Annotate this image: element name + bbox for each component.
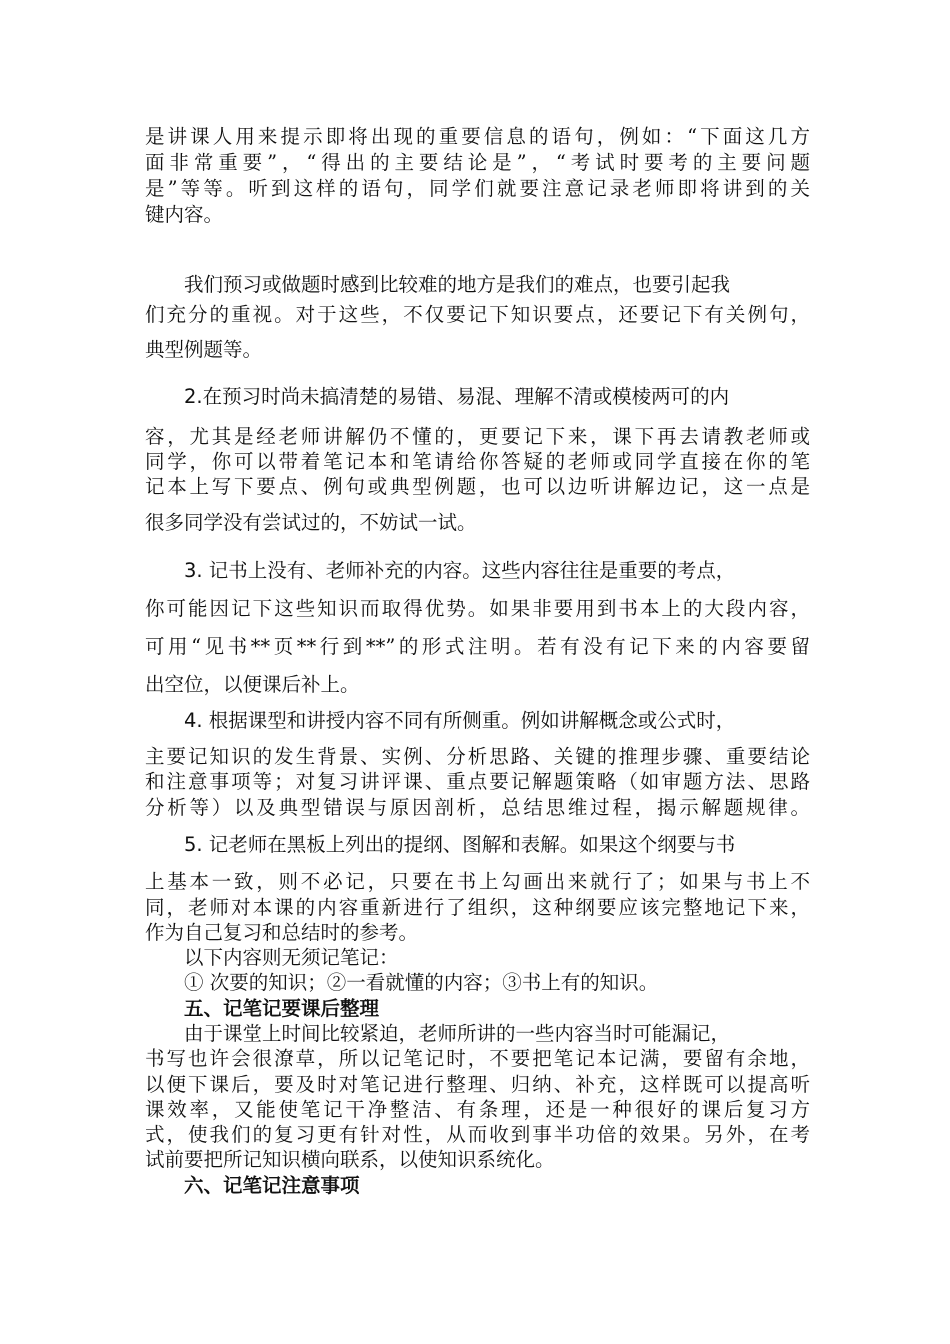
- item-2-first-line: [184, 384, 810, 410]
- item-5-line-3: 同，老师对本课的内容重新进行了组织，这种纲要应该完整地记下来，: [145, 896, 810, 919]
- no-notes-list: ① 次要的知识；②一看就懂的内容；③书上有的知识。: [184, 971, 659, 994]
- item-4-number: 4.: [184, 709, 203, 732]
- item-4-line-4: 分析等）以及典型错误与原因剖析，总结思维过程，揭示解题规律。: [145, 796, 810, 819]
- section-5-heading: 五、记笔记要课后整理: [184, 997, 380, 1020]
- difficult-line-3: 典型例题等。: [145, 338, 263, 361]
- item-3-line-2: 你可能因记下这些知识而取得优势。如果非要用到书本上的大段内容，: [145, 597, 810, 620]
- item-5-first-line: [184, 832, 810, 858]
- section-5-line-5: 式，使我们的复习更有针对性，从而收到事半功倍的效果。另外，在考: [145, 1123, 810, 1146]
- item-2-number: 2.: [184, 385, 203, 408]
- intro-line-3: 是”等等。听到这样的语句，同学们就要注意记录老师即将讲到的关: [145, 177, 810, 200]
- section-5-line-3: 以便下课后，要及时对笔记进行整理、归纳、补充，这样既可以提高听: [145, 1073, 810, 1096]
- item-3-first-line: [184, 558, 810, 584]
- item-3-number: 3.: [184, 559, 203, 582]
- difficult-line-1: 我们预习或做题时感到比较难的地方是我们的难点，也要引起我: [184, 273, 731, 296]
- no-notes-intro: 以下内容则无须记笔记：: [184, 946, 399, 969]
- section-5-line-4: 课效率，又能使笔记干净整洁、有条理，还是一种很好的课后复习方: [145, 1098, 810, 1121]
- item-5-line-1: 记老师在黑板上列出的提纲、图解和表解。如果这个纲要与书: [202, 833, 736, 856]
- item-2-line-1: 在预习时尚未搞清楚的易错、易混、理解不清或模棱两可的内: [202, 385, 730, 408]
- item-5-number: 5.: [184, 833, 203, 856]
- difficult-line-2: 们充分的重视。对于这些，不仅要记下知识要点，还要记下有关例句，: [145, 303, 810, 326]
- section-5-line-6: 试前要把所记知识横向联系，以使知识系统化。: [145, 1148, 555, 1171]
- item-2-line-3: 同学，你可以带着笔记本和笔请给你答疑的老师或同学直接在你的笔: [145, 450, 810, 473]
- item-2-line-2: 容，尤其是经老师讲解仍不懂的，更要记下来，课下再去请教老师或: [145, 425, 810, 448]
- intro-line-2: 面非常重要”，“得出的主要结论是”，“考试时要考的主要问题: [145, 151, 810, 174]
- item-5-line-4: 作为自己复习和总结时的参考。: [145, 921, 419, 944]
- item-4-line-3: 和注意事项等；对复习讲评课、重点要记解题策略（如审题方法、思路: [145, 770, 810, 793]
- section-6-heading: 六、记笔记注意事项: [184, 1174, 360, 1197]
- item-2-line-5: 很多同学没有尝试过的，不妨试一试。: [145, 511, 477, 534]
- intro-line-4: 键内容。: [145, 203, 224, 226]
- item-3-line-3: 可用“见书**页**行到**”的形式注明。若有没有记下来的内容要留: [145, 635, 810, 658]
- section-5-line-2: 书写也许会很潦草，所以记笔记时，不要把笔记本记满，要留有余地，: [145, 1047, 810, 1070]
- item-2-line-4: 记本上写下要点、例句或典型例题，也可以边听讲解边记，这一点是: [145, 475, 810, 498]
- item-3-line-1: 记书上没有、老师补充的内容。这些内容往往是重要的考点，: [202, 559, 736, 582]
- item-4-line-1: 根据课型和讲授内容不同有所侧重。例如讲解概念或公式时，: [202, 709, 736, 732]
- section-5-line-1: 由于课堂上时间比较紧迫，老师所讲的一些内容当时可能漏记，: [184, 1022, 731, 1045]
- item-4-line-2: 主要记知识的发生背景、实例、分析思路、关键的推理步骤、重要结论: [145, 745, 810, 768]
- intro-line-1: 是讲课人用来提示即将出现的重要信息的语句，例如：“下面这几方: [145, 125, 810, 148]
- item-3-line-4: 出空位，以便课后补上。: [145, 673, 360, 696]
- item-5-line-2: 上基本一致，则不必记，只要在书上勾画出来就行了；如果与书上不: [145, 870, 810, 893]
- item-4-first-line: [184, 708, 810, 734]
